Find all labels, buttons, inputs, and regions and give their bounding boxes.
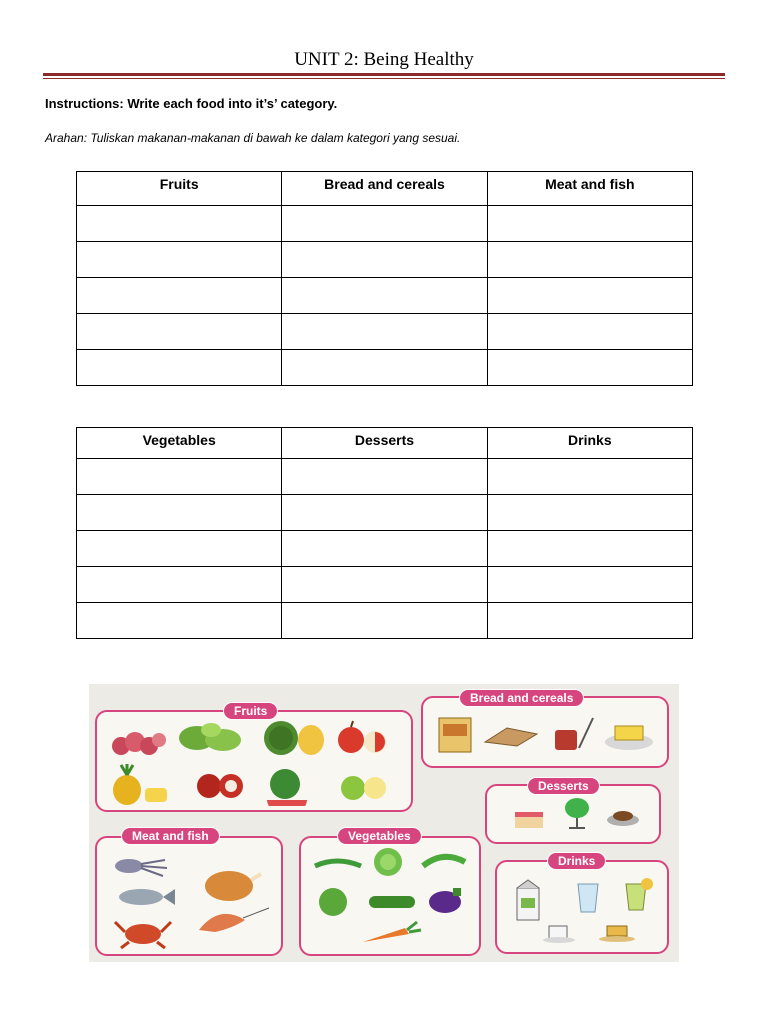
apple-icon — [335, 718, 397, 758]
table-row — [77, 603, 693, 639]
answer-cell[interactable] — [77, 278, 282, 314]
answer-cell[interactable] — [282, 531, 487, 567]
durian-icon — [259, 716, 329, 758]
guava-icon — [335, 768, 395, 806]
peas-icon — [419, 850, 469, 874]
starfruit-icon — [177, 716, 243, 756]
answer-cell[interactable] — [487, 350, 692, 386]
long-bean-icon — [311, 852, 365, 876]
answer-cell[interactable] — [487, 531, 692, 567]
label-bread-and-cereals: Bread and cereals — [459, 689, 584, 707]
header-meat-and-fish: Meat and fish — [487, 172, 692, 206]
table-row — [77, 206, 693, 242]
jelly-icon — [559, 794, 595, 834]
answer-cell[interactable] — [77, 314, 282, 350]
fruits-group-box — [95, 710, 413, 812]
table-row — [77, 531, 693, 567]
squid-icon — [111, 852, 173, 884]
answer-cell[interactable] — [77, 459, 282, 495]
instructions-english: Instructions: Write each food into it’s’ category. — [45, 96, 338, 111]
vegetables-group-box — [299, 836, 481, 956]
title-rule-thick — [43, 73, 725, 76]
pudding-icon — [603, 802, 643, 830]
tea-cup-icon — [597, 920, 641, 946]
title-rule-thin — [43, 78, 725, 79]
pineapple-icon — [109, 764, 173, 806]
label-meat-and-fish: Meat and fish — [121, 827, 220, 845]
instructions-malay: Arahan: Tuliskan makanan-makanan di bawah ke dalam kategori yang sesuai. — [45, 131, 461, 145]
cake-icon — [509, 800, 549, 834]
answer-cell[interactable] — [282, 495, 487, 531]
drinks-group-box — [495, 860, 669, 954]
answer-cell[interactable] — [487, 206, 692, 242]
answer-cell[interactable] — [282, 459, 487, 495]
header-drinks: Drinks — [487, 428, 692, 459]
cabbage-icon — [363, 844, 413, 880]
table-row — [77, 459, 693, 495]
table-row — [77, 350, 693, 386]
chicken-icon — [199, 864, 263, 904]
cucumber-icon — [365, 890, 421, 914]
answer-cell[interactable] — [282, 242, 487, 278]
table-row — [77, 495, 693, 531]
header-bread-and-cereals: Bread and cereals — [282, 172, 487, 206]
header-desserts: Desserts — [282, 428, 487, 459]
table-row — [77, 314, 693, 350]
answer-cell[interactable] — [282, 350, 487, 386]
answer-cell[interactable] — [282, 278, 487, 314]
answer-cell[interactable] — [487, 495, 692, 531]
rambutan-icon — [191, 766, 251, 804]
watermelon-icon — [259, 766, 325, 806]
label-drinks: Drinks — [547, 852, 606, 870]
header-vegetables: Vegetables — [77, 428, 282, 459]
label-desserts: Desserts — [527, 777, 600, 795]
answer-cell[interactable] — [487, 459, 692, 495]
bread-icon — [481, 720, 541, 750]
answer-cell[interactable] — [77, 603, 282, 639]
carrot-icon — [357, 920, 423, 948]
answer-cell[interactable] — [282, 603, 487, 639]
milk-carton-icon — [511, 876, 547, 924]
fish-icon — [113, 884, 177, 910]
label-fruits: Fruits — [223, 702, 278, 720]
lychee-icon — [109, 722, 169, 760]
category-table-1 — [76, 171, 693, 386]
answer-cell[interactable] — [487, 314, 692, 350]
crab-icon — [111, 914, 177, 950]
category-table-2 — [76, 427, 693, 639]
answer-cell[interactable] — [77, 567, 282, 603]
meat-fish-group-box — [95, 836, 283, 956]
answer-cell[interactable] — [77, 495, 282, 531]
coffee-cup-icon — [541, 922, 581, 946]
table-row — [77, 242, 693, 278]
answer-cell[interactable] — [77, 350, 282, 386]
jam-icon — [549, 712, 599, 756]
answer-cell[interactable] — [282, 567, 487, 603]
answer-cell[interactable] — [77, 206, 282, 242]
lettuce-icon — [313, 884, 353, 920]
answer-cell[interactable] — [282, 206, 487, 242]
juice-glass-icon — [621, 876, 657, 914]
food-groups-picture — [89, 684, 679, 962]
eggplant-icon — [423, 882, 469, 918]
butter-icon — [603, 714, 659, 754]
prawn-icon — [193, 904, 273, 940]
answer-cell[interactable] — [487, 567, 692, 603]
answer-cell[interactable] — [487, 242, 692, 278]
page-title: UNIT 2: Being Healthy — [294, 49, 474, 70]
answer-cell[interactable] — [487, 603, 692, 639]
answer-cell[interactable] — [282, 314, 487, 350]
table-row — [77, 567, 693, 603]
water-glass-icon — [573, 880, 603, 916]
header-fruits: Fruits — [77, 172, 282, 206]
answer-cell[interactable] — [487, 278, 692, 314]
answer-cell[interactable] — [77, 242, 282, 278]
label-vegetables: Vegetables — [337, 827, 422, 845]
cereal-box-icon — [433, 712, 479, 756]
table-row — [77, 278, 693, 314]
answer-cell[interactable] — [77, 531, 282, 567]
